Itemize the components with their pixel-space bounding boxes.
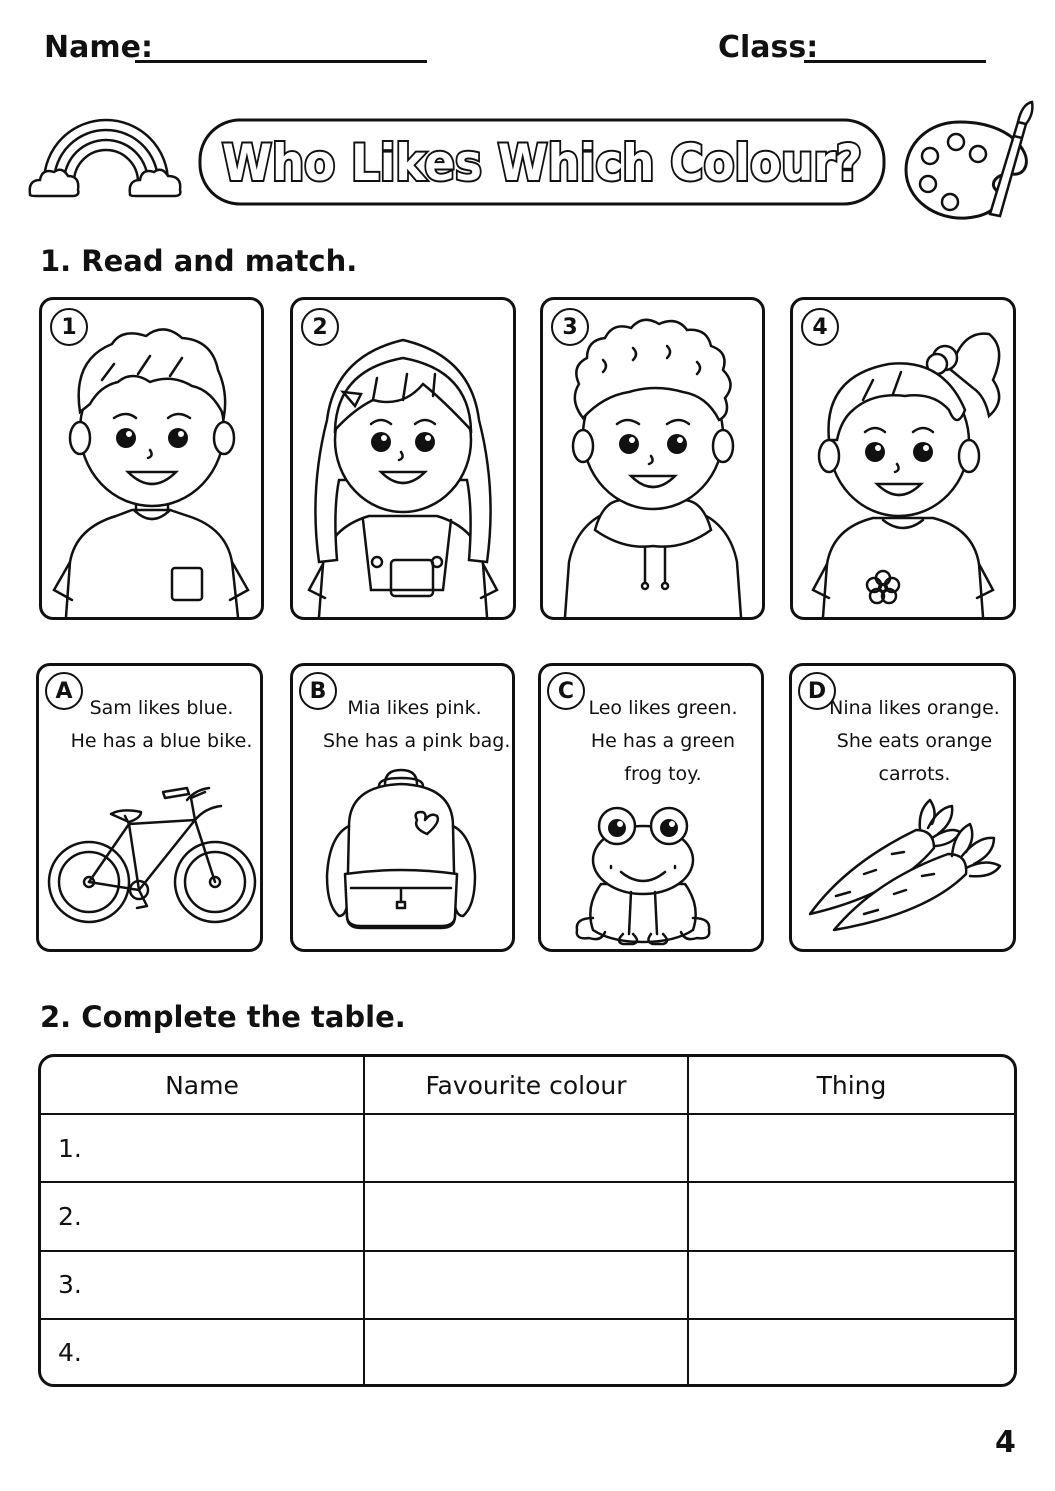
text-card-d[interactable] [789,663,1016,952]
bicycle-icon [45,778,257,928]
carrots-icon [806,794,1008,934]
table-row [41,1183,1014,1251]
colour-answer-cell[interactable] [365,1320,689,1384]
card-line: He has a blue bike. [70,730,253,752]
backpack-icon [321,766,481,934]
text-card-a[interactable] [36,663,263,952]
boy-short-hair-tshirt-icon [42,300,261,617]
card-line: carrots. [878,763,951,785]
row-number-cell[interactable]: 3. [41,1252,365,1320]
text-card-c[interactable] [538,663,764,952]
picture-number-badge: 3 [551,308,589,346]
picture-number-badge: 4 [801,308,839,346]
column-header-name: Name [41,1057,365,1115]
table-header-row [41,1057,1014,1115]
picture-card-1[interactable] [39,297,264,620]
picture-number-badge: 1 [50,308,88,346]
section1-heading: 1. Read and match. [40,244,358,278]
text-card-b[interactable] [290,663,515,952]
thing-answer-cell[interactable] [689,1252,1014,1320]
frog-icon [571,796,717,946]
picture-card-3[interactable] [540,297,765,620]
table-row [41,1252,1014,1320]
card-letter-badge: C [547,672,585,710]
page-number: 4 [995,1425,1016,1460]
worksheet-title [196,112,888,210]
card-line: He has a green [590,730,736,752]
row-number-cell[interactable]: 4. [41,1320,365,1384]
boy-curly-hair-hoodie-icon [543,300,762,617]
card-line: Sam likes blue. [89,697,234,719]
column-header-thing: Thing [689,1057,1014,1115]
class-label: Class: [718,30,819,65]
row-number-cell[interactable]: 2. [41,1183,365,1251]
card-line: frog toy. [624,763,702,785]
class-answer-line[interactable] [804,60,986,63]
palette-icon [900,98,1040,228]
card-line: She eats orange [836,730,993,752]
colour-answer-cell[interactable] [365,1183,689,1251]
picture-card-2[interactable] [290,297,516,620]
section2-heading: 2. Complete the table. [40,1000,406,1034]
card-line: Mia likes pink. [347,697,482,719]
colour-answer-cell[interactable] [365,1252,689,1320]
colour-answer-cell[interactable] [365,1115,689,1183]
row-number-cell[interactable]: 1. [41,1115,365,1183]
name-answer-line[interactable] [135,60,427,63]
card-line: Nina likes orange. [829,697,1000,719]
thing-answer-cell[interactable] [689,1183,1014,1251]
column-header-favourite-colour: Favourite colour [365,1057,689,1115]
table-row [41,1115,1014,1183]
card-letter-badge: B [299,672,337,710]
title-text: Who Likes Which Colour? [222,134,862,192]
thing-answer-cell[interactable] [689,1115,1014,1183]
table-row [41,1320,1014,1384]
picture-card-4[interactable] [790,297,1016,620]
answer-table [38,1054,1017,1387]
picture-number-badge: 2 [301,308,339,346]
thing-answer-cell[interactable] [689,1320,1014,1384]
card-line: Leo likes green. [588,697,738,719]
girl-bob-hair-overalls-icon [293,300,513,617]
girl-ponytail-flower-shirt-icon [793,300,1013,617]
rainbow-icon [26,104,186,204]
card-line: She has a pink bag. [323,730,511,752]
card-letter-badge: A [45,672,83,710]
name-label: Name: [44,30,153,65]
card-letter-badge: D [798,672,836,710]
